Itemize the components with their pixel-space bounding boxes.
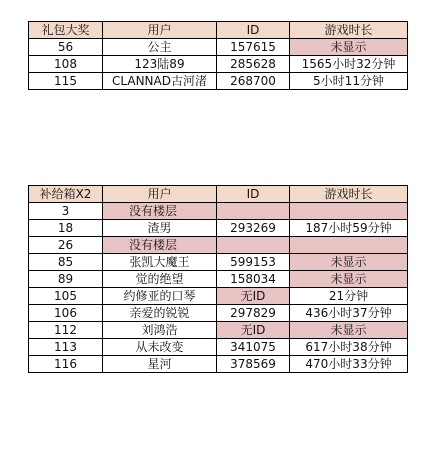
id-cell: [217, 237, 290, 254]
header-id: ID: [217, 22, 290, 39]
table-row: [29, 288, 408, 305]
header-id: ID: [217, 186, 290, 203]
gift-prize-table: [28, 21, 408, 90]
supply-header-row: [29, 186, 408, 203]
rank-cell: 105: [29, 288, 103, 305]
table-row: [29, 73, 408, 90]
play-time-cell: 未显示: [290, 271, 408, 288]
user-cell: 没有楼层: [103, 237, 217, 254]
user-cell: 刘鸿浩: [103, 322, 217, 339]
header-prize: 礼包大奖: [29, 22, 103, 39]
table-row: [29, 203, 408, 220]
id-cell: 158034: [217, 271, 290, 288]
user-cell: 亲爱的锐锐: [103, 305, 217, 322]
id-cell: 378569: [217, 356, 290, 373]
rank-cell: 113: [29, 339, 103, 356]
table-row: [29, 339, 408, 356]
id-cell: [217, 203, 290, 220]
table-row: [29, 305, 408, 322]
table-row: [29, 56, 408, 73]
rank-cell: 106: [29, 305, 103, 322]
table-row: [29, 237, 408, 254]
play-time-cell: 5小时11分钟: [290, 73, 408, 90]
rank-cell: 116: [29, 356, 103, 373]
rank-cell: 89: [29, 271, 103, 288]
user-cell: CLANNAD古河渚: [103, 73, 217, 90]
header-supply-box: 补给箱X2: [29, 186, 103, 203]
table-row: [29, 322, 408, 339]
id-cell: 无ID: [217, 288, 290, 305]
play-time-cell: 21分钟: [290, 288, 408, 305]
id-cell: 157615: [217, 39, 290, 56]
rank-cell: 108: [29, 56, 103, 73]
id-cell: 297829: [217, 305, 290, 322]
id-cell: 268700: [217, 73, 290, 90]
header-play-time: 游戏时长: [290, 186, 408, 203]
table-row: [29, 271, 408, 288]
user-cell: 渣男: [103, 220, 217, 237]
table-row: [29, 254, 408, 271]
table-row: [29, 356, 408, 373]
id-cell: 341075: [217, 339, 290, 356]
table-row: [29, 39, 408, 56]
play-time-cell: 187小时59分钟: [290, 220, 408, 237]
header-play-time: 游戏时长: [290, 22, 408, 39]
user-cell: 约修亚的口琴: [103, 288, 217, 305]
gift-table-body: [29, 22, 408, 90]
play-time-cell: 436小时37分钟: [290, 305, 408, 322]
id-cell: 599153: [217, 254, 290, 271]
header-user: 用户: [103, 186, 217, 203]
header-user: 用户: [103, 22, 217, 39]
id-cell: 293269: [217, 220, 290, 237]
play-time-cell: 未显示: [290, 39, 408, 56]
gift-header-row: [29, 22, 408, 39]
user-cell: 没有楼层: [103, 203, 217, 220]
rank-cell: 26: [29, 237, 103, 254]
supply-table-body: [29, 186, 408, 373]
id-cell: 285628: [217, 56, 290, 73]
rank-cell: 3: [29, 203, 103, 220]
user-cell: 张凯大魔王: [103, 254, 217, 271]
play-time-cell: 470小时33分钟: [290, 356, 408, 373]
id-cell: 无ID: [217, 322, 290, 339]
user-cell: 觉的绝望: [103, 271, 217, 288]
rank-cell: 18: [29, 220, 103, 237]
supply-box-table: [28, 185, 408, 373]
rank-cell: 112: [29, 322, 103, 339]
play-time-cell: [290, 203, 408, 220]
play-time-cell: 1565小时32分钟: [290, 56, 408, 73]
play-time-cell: 未显示: [290, 322, 408, 339]
user-cell: 从未改变: [103, 339, 217, 356]
rank-cell: 115: [29, 73, 103, 90]
table-row: [29, 220, 408, 237]
rank-cell: 85: [29, 254, 103, 271]
play-time-cell: 未显示: [290, 254, 408, 271]
play-time-cell: 617小时38分钟: [290, 339, 408, 356]
user-cell: 星河: [103, 356, 217, 373]
play-time-cell: [290, 237, 408, 254]
user-cell: 123陆89: [103, 56, 217, 73]
user-cell: 公主: [103, 39, 217, 56]
rank-cell: 56: [29, 39, 103, 56]
